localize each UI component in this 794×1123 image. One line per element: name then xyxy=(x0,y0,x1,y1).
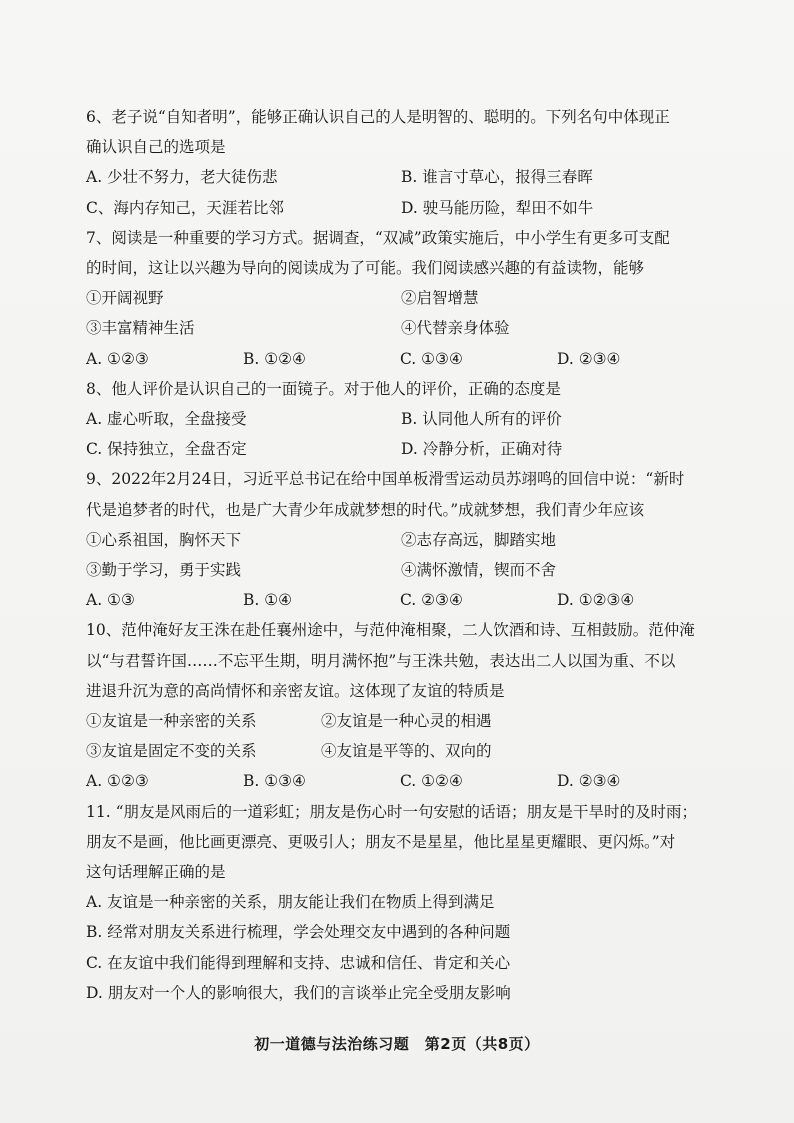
statement-row xyxy=(86,736,726,766)
option-b: B. 经常对朋友关系进行梳理，学会处理交友中遇到的各种问题 xyxy=(86,923,511,942)
statement-row xyxy=(86,706,726,736)
question-stem: 代是追梦者的时代，也是广大青少年成就梦想的时代。”成就梦想，我们青少年应该 xyxy=(86,500,645,519)
question-stem: 确认识自己的选项是 xyxy=(86,138,226,157)
option-b: B. 谁言寸草心，报得三春晖 xyxy=(401,168,593,187)
question-stem: 9、2022年2月24日，习近平总书记在给中国单板滑雪运动员苏翊鸣的回信中说：“新时 xyxy=(86,470,685,489)
option-a: A. 友谊是一种亲密的关系，朋友能让我们在物质上得到满足 xyxy=(86,893,495,912)
question-9 xyxy=(86,464,726,615)
option-c: C. 保持独立，全盘否定 xyxy=(86,440,247,459)
option-c: C、海内存知己，天涯若比邻 xyxy=(86,198,284,217)
question-6 xyxy=(86,102,726,223)
statement-3: ③友谊是固定不变的关系 xyxy=(86,742,257,761)
choice-a: A. ①③ xyxy=(86,591,135,610)
question-stem: 以“与君誓许国……不忘平生期，明月满怀抱”与王洙共勉，表达出二人以国为重、不以 xyxy=(86,651,676,670)
statement-2: ②友谊是一种心灵的相遇 xyxy=(321,712,492,731)
option-d: D. 朋友对一个人的影响很大，我们的言谈举止完全受朋友影响 xyxy=(86,983,511,1002)
choice-a: A. ①②③ xyxy=(86,349,149,368)
question-8 xyxy=(86,374,726,465)
statement-2: ②志存高远，脚踏实地 xyxy=(401,530,557,549)
choice-d: D. ②③④ xyxy=(557,349,621,368)
choice-c: C. ②③④ xyxy=(400,591,463,610)
choice-d: D. ①②③④ xyxy=(557,591,635,610)
question-stem: 8、他人评价是认识自己的一面镜子。对于他人的评价，正确的态度是 xyxy=(86,379,561,398)
statement-row xyxy=(86,313,726,343)
statement-row xyxy=(86,555,726,585)
statement-4: ④代替亲身体验 xyxy=(401,319,510,338)
statement-row xyxy=(86,283,726,313)
question-7 xyxy=(86,223,726,374)
question-stem: 朋友不是画，他比画更漂亮、更吸引人；朋友不是星星，他比星星更耀眼、更闪烁。”对 xyxy=(86,832,676,851)
statement-4: ④友谊是平等的、双向的 xyxy=(321,742,492,761)
question-stem: 10、范仲淹好友王洙在赴任襄州途中，与范仲淹相聚，二人饮酒和诗、互相鼓励。范仲淹 xyxy=(86,621,695,640)
question-stem: 的时间，这让以兴趣为导向的阅读成为了可能。我们阅读感兴趣的有益读物，能够 xyxy=(86,259,645,278)
choice-b: B. ①③④ xyxy=(243,772,306,791)
option-row xyxy=(86,162,726,192)
choice-b: B. ①④ xyxy=(243,591,293,610)
page-footer: 初一道德与法治练习题 第2页（共8页） xyxy=(254,1035,540,1053)
option-a: A. 少壮不努力，老大徒伤悲 xyxy=(86,168,278,187)
question-list xyxy=(86,102,726,1008)
option-d: D. 冷静分析，正确对待 xyxy=(401,440,563,459)
statement-1: ①心系祖国，胸怀天下 xyxy=(86,530,242,549)
statement-3: ③丰富精神生活 xyxy=(86,319,195,338)
choice-a: A. ①②③ xyxy=(86,772,149,791)
question-stem: 11. “朋友是风雨后的一道彩虹；朋友是伤心时一句安慰的话语；朋友是干旱时的及时雨； xyxy=(86,802,698,821)
statement-4: ④满怀激情，锲而不舍 xyxy=(401,561,557,580)
option-d: D. 驶马能历险，犁田不如牛 xyxy=(401,198,594,217)
question-11 xyxy=(86,797,726,1008)
question-stem: 进退升沉为意的高尚情怀和亲密友谊。这体现了友谊的特质是 xyxy=(86,681,505,700)
question-stem: 这句话理解正确的是 xyxy=(86,863,226,882)
choice-c: C. ①②④ xyxy=(400,772,463,791)
choice-row xyxy=(86,585,726,615)
question-stem: 6、老子说“自知者明”，能够正确认识自己的人是明智的、聪明的。下列名句中体现正 xyxy=(86,108,670,126)
option-b: B. 认同他人所有的评价 xyxy=(401,410,562,429)
statement-2: ②启智增慧 xyxy=(401,289,479,308)
statement-1: ①友谊是一种亲密的关系 xyxy=(86,712,257,731)
option-c: C. 在友谊中我们能得到理解和支持、忠诚和信任、肯定和关心 xyxy=(86,953,511,972)
option-row xyxy=(86,434,726,464)
choice-row xyxy=(86,766,726,796)
choice-d: D. ②③④ xyxy=(557,772,621,791)
statement-1: ①开阔视野 xyxy=(86,289,164,308)
statement-3: ③勤于学习，勇于实践 xyxy=(86,561,242,580)
choice-c: C. ①③④ xyxy=(400,349,463,368)
question-stem: 7、阅读是一种重要的学习方式。据调查，“双减”政策实施后，中小学生有更多可支配 xyxy=(86,228,670,247)
option-row xyxy=(86,193,726,223)
option-a: A. 虚心听取，全盘接受 xyxy=(86,410,247,429)
statement-row xyxy=(86,525,726,555)
question-10 xyxy=(86,615,726,796)
option-row xyxy=(86,404,726,434)
choice-row xyxy=(86,344,726,374)
choice-b: B. ①②④ xyxy=(243,349,306,368)
